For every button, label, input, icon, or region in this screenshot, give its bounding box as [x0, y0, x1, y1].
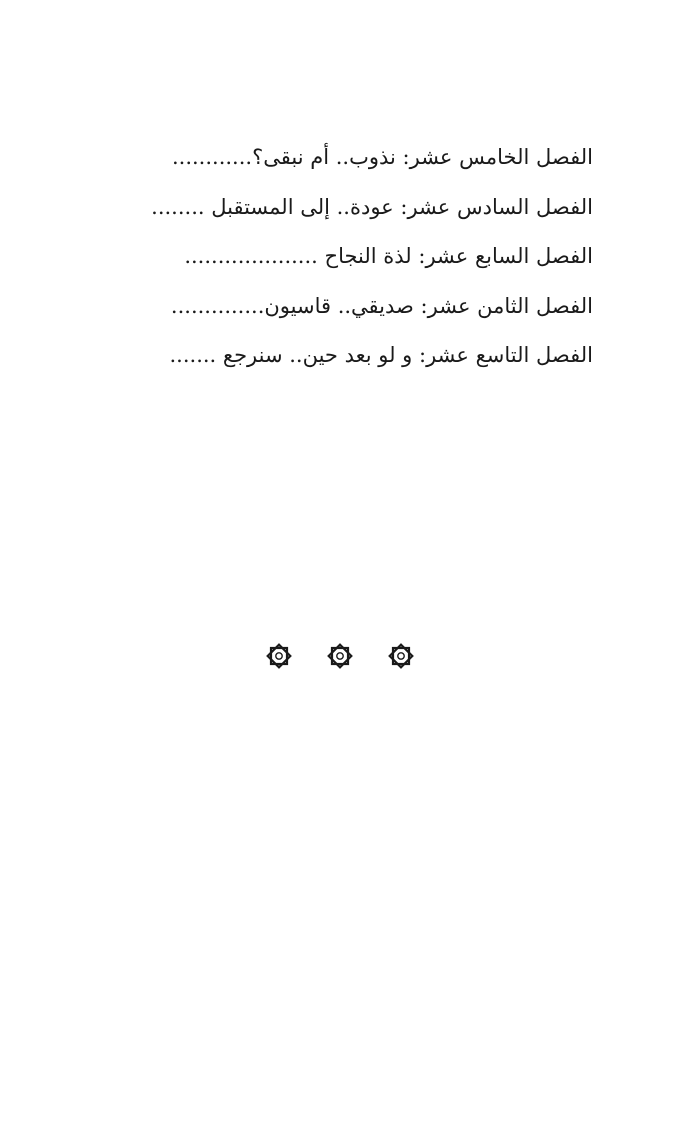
toc-entry-chapter-18: الفصل الثامن عشر: صديقي.. قاسيون..............	[170, 293, 593, 318]
octagram-ornament-icon	[325, 638, 355, 674]
toc-entry-chapter-15: الفصل الخامس عشر: نذوب.. أم نبقى؟............	[171, 145, 593, 169]
toc-entry-chapter-17: الفصل السابع عشر: لذة النجاح ....................	[184, 244, 593, 268]
toc-entry-chapter-16: الفصل السادس عشر: عودة.. إلى المستقبل ........	[151, 194, 593, 219]
octagram-ornament-icon	[264, 638, 294, 674]
toc-entry-chapter-19: الفصل التاسع عشر: و لو بعد حين.. سنرجع .......	[169, 343, 593, 367]
section-divider-ornaments	[0, 638, 680, 674]
octagram-ornament-icon	[386, 638, 416, 674]
table-of-contents	[130, 133, 593, 381]
